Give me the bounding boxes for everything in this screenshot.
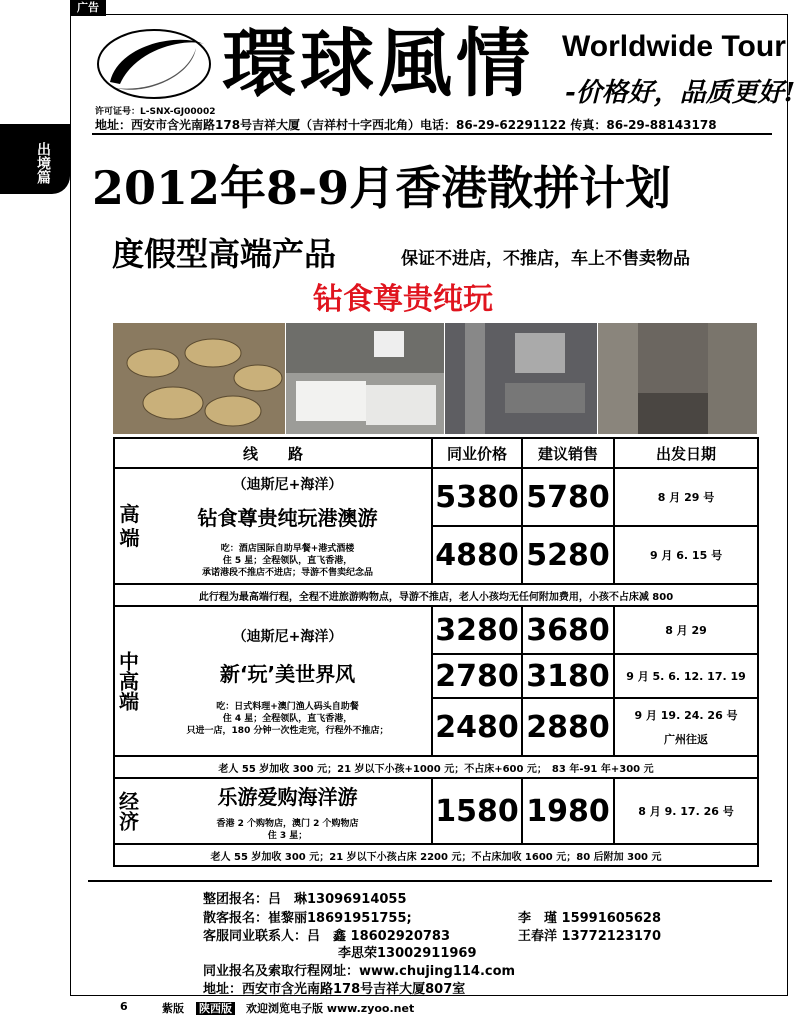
category-eco-label: 经济: [115, 791, 140, 831]
ad-tag: 广告: [70, 0, 106, 16]
trade-price: 5380: [432, 468, 522, 526]
route-eco: [144, 778, 432, 844]
category-mid-label: 中高端: [115, 651, 140, 711]
side-tab-label: 出境篇: [35, 142, 51, 184]
footnote-mid: 老人 55 岁加收 300 元；21 岁以下小孩+1000 元；不占床+600 元； 83 年-91 年+300 元: [114, 756, 758, 778]
trade-price: 2780: [432, 654, 522, 698]
license-number: 许可证号：L-SNX-GJ00002: [95, 107, 216, 117]
route-mid-title: （迪斯尼+海洋）: [232, 628, 343, 645]
dim-sum-photo: [113, 323, 285, 434]
departure-date: 8 月 29: [614, 606, 758, 654]
table-row: [114, 778, 758, 844]
contacts-rule: [88, 880, 772, 882]
departure-date: 9 月 5. 6. 12. 17. 19: [614, 654, 758, 698]
header-rule: [92, 133, 772, 135]
header-departure: 出发日期: [614, 438, 758, 468]
route-high-name: 钻食尊贵纯玩港澳游: [197, 505, 378, 530]
footnote-high: 此行程为最高端行程，全程不进旅游购物点，导游不推店，老人小孩均无任何附加费用，小孩不占床减 800: [114, 584, 758, 606]
page-number: 6: [120, 1000, 128, 1013]
route-eco-note-1: 香港 2 个购物店，澳门 2 个购物店: [216, 818, 359, 829]
category-mid: [114, 606, 144, 756]
suggested-price: 5280: [522, 526, 614, 584]
route-mid-name: 新‘玩’美世界风: [219, 661, 356, 686]
footer-section: 紫版: [162, 1002, 184, 1015]
contact-service: 客服同业联系人：吕 鑫 18602920783: [203, 929, 451, 944]
route-mid: [144, 606, 432, 756]
contact-address: 地址：西安市含光南路178号吉祥大厦807室: [203, 982, 466, 997]
trade-price: 3280: [432, 606, 522, 654]
subtitle-highlight: 钻食尊贵纯玩: [313, 282, 493, 317]
brand-english: Worldwide Tour: [562, 30, 786, 63]
suggested-price: 3180: [522, 654, 614, 698]
route-high: [144, 468, 432, 584]
side-tab: [0, 124, 70, 194]
contact-service-3: 李思荣13002911969: [338, 946, 477, 961]
table-footnote-row: [114, 844, 758, 866]
route-mid-note-2: 住 4 星；全程领队，直飞香港，: [222, 713, 353, 724]
suggested-price: 3680: [522, 606, 614, 654]
departure-date: [614, 698, 758, 756]
trade-price: 4880: [432, 526, 522, 584]
route-high-note-1: 吃：酒店国际自助早餐+港式酒楼: [220, 543, 355, 554]
brand-slogan: -价格好，品质更好!: [565, 78, 796, 108]
table-header-row: [114, 438, 758, 468]
table-footnote-row: [114, 756, 758, 778]
hotel-room-photo: [286, 323, 444, 434]
table-footnote-row: [114, 584, 758, 606]
departure-date: 8 月 29 号: [614, 468, 758, 526]
trade-price: 2480: [432, 698, 522, 756]
route-high-note-3: 承诺港段不推店不进店；导游不售卖纪念品: [202, 567, 374, 578]
route-mid-note-1: 吃：日式料理+澳门渔人码头自助餐: [216, 701, 359, 712]
subtitle-main: 度假型高端产品: [112, 235, 337, 273]
contact-service-2: 王春洋 13772123170: [518, 929, 662, 944]
contact-website[interactable]: 同业报名及索取行程网址：www.chujing114.com: [203, 964, 516, 979]
suggested-price: 1980: [522, 778, 614, 844]
departure-date: 9 月 6. 15 号: [614, 526, 758, 584]
route-eco-note-2: 住 3 星；: [267, 830, 308, 841]
footnote-eco: 老人 55 岁加收 300 元；21 岁以下小孩占床 2200 元；不占床加收 1600 元；80 后附加 300 元: [114, 844, 758, 866]
route-eco-name: 乐游爱购海洋游: [217, 784, 358, 809]
brand-logo: [96, 26, 218, 102]
contact-group: 整团报名：吕 琳13096914055: [203, 892, 407, 907]
table-row: [114, 468, 758, 526]
header-trade-price: 同业价格: [432, 438, 522, 468]
category-eco: [114, 778, 144, 844]
category-high: 高端: [114, 468, 144, 584]
footer-link[interactable]: 欢迎浏览电子版 www.zyoo.net: [246, 1002, 415, 1015]
route-high-note-2: 住 5 星；全程领队，直飞香港，: [222, 555, 353, 566]
route-mid-note-3: 只进一店，180 分钟一次性走完，行程外不推店；: [186, 725, 389, 736]
contact-walkin-2: 李 瑾 15991605628: [518, 911, 662, 926]
street-scene-photo: [598, 323, 757, 434]
trade-price: 1580: [432, 778, 522, 844]
subtitle-promise: 保证不进店，不推店，车上不售卖物品: [401, 249, 690, 269]
tour-price-table: [113, 437, 759, 867]
table-row: [114, 606, 758, 654]
company-address: 地址：西安市含光南路178号吉祥大厦（吉祥村十字西北角）电话：86-29-62291122 传真：86-29-88143178: [95, 118, 717, 132]
departure-date: 8 月 9. 17. 26 号: [614, 778, 758, 844]
headline: 2012年8-9月香港散拼计划: [92, 161, 672, 215]
footer-badge-label: 陕西版: [196, 1002, 235, 1015]
departure-date-line-2: 广州往返: [664, 733, 709, 746]
contact-walkin: 散客报名：崔黎丽18691951755;: [203, 911, 412, 926]
departure-date-line-1: 9 月 19. 24. 26 号: [634, 709, 738, 722]
route-high-title: （迪斯尼+海洋）: [232, 476, 343, 493]
brand-name: 環球風情: [222, 21, 534, 107]
mall-interior-photo: [445, 323, 597, 434]
header-suggested-price: 建议销售: [522, 438, 614, 468]
header-route: 线 路: [114, 438, 432, 468]
suggested-price: 5780: [522, 468, 614, 526]
suggested-price: 2880: [522, 698, 614, 756]
footer-badge: [196, 1000, 235, 1016]
